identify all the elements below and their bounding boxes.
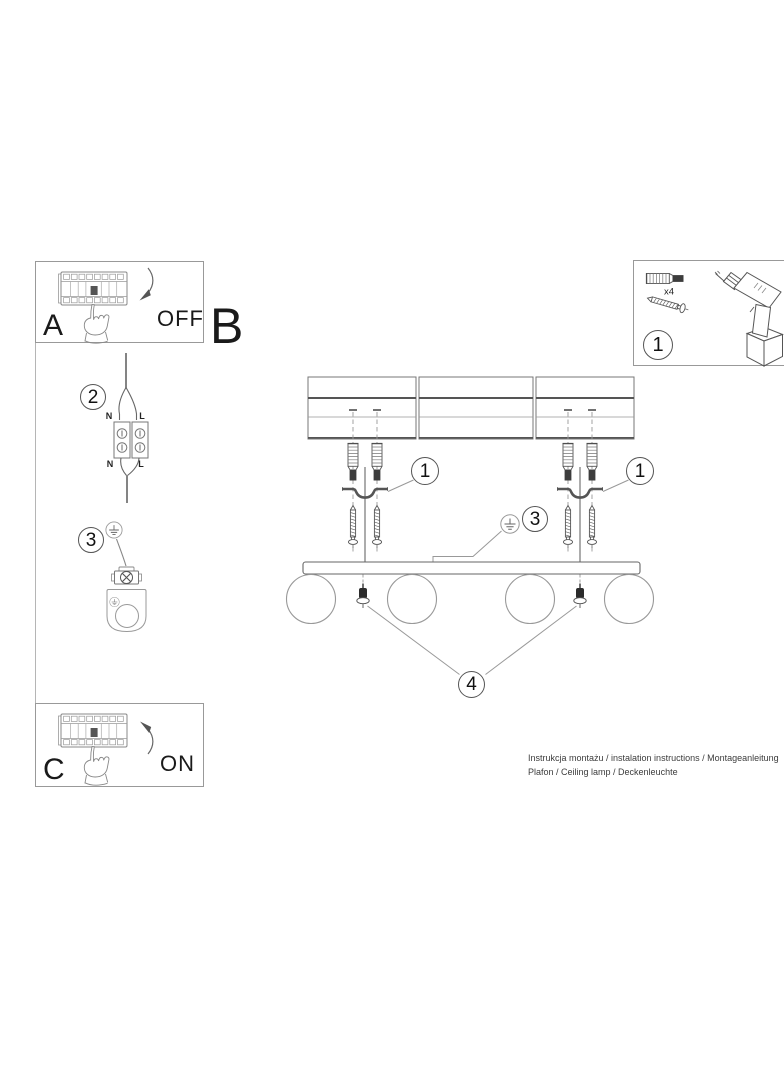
step-a-label: A	[43, 309, 64, 342]
callout-parts-1: 1	[643, 330, 673, 360]
curved-arrow-down-icon	[140, 268, 153, 301]
step-c-panel	[35, 703, 204, 787]
glass-shades	[287, 575, 654, 624]
wire-l-bottom: L	[138, 459, 144, 469]
step-c-label: C	[43, 753, 65, 786]
lamp-bar	[303, 562, 640, 574]
main-assembly-diagram	[280, 370, 690, 705]
drill-icon	[715, 271, 783, 366]
split-wires	[119, 388, 137, 421]
side-column-divider	[35, 343, 36, 703]
joined-wires	[121, 458, 139, 476]
mounting-saddle-icons	[343, 487, 603, 497]
anchor-qty-label: x4	[663, 286, 675, 298]
mounting-bracket-icon	[107, 590, 146, 632]
power-off-label: OFF	[157, 306, 204, 331]
footer-product-line: Plafon / Ceiling lamp / Deckenleuchte	[528, 767, 678, 777]
wire-n-bottom: N	[106, 459, 114, 469]
earth-symbol-icon	[501, 515, 519, 533]
fuse-panel-icon	[59, 272, 128, 343]
step-b-label: B	[210, 298, 244, 354]
curved-arrow-up-icon	[140, 722, 153, 755]
wire-n-top: N	[105, 411, 113, 421]
wall-plug-icon	[647, 273, 684, 284]
wall-plug-icons	[348, 444, 598, 481]
terminal-block-icon	[114, 422, 148, 458]
callout-wiring-2: 2	[80, 384, 106, 410]
callout-ground-3-main: 3	[522, 506, 548, 532]
wire-l-top: L	[139, 411, 145, 421]
power-on-label: ON	[160, 751, 195, 776]
fuse-panel-icon	[59, 714, 128, 785]
ceiling-panels	[308, 377, 634, 439]
ground-clamp-icon	[112, 567, 142, 584]
callout-ground-3-side: 3	[78, 527, 104, 553]
footer-title-line: Instrukcja montażu / instalation instructions / Montageanleitung	[528, 753, 779, 763]
callout-anchor-1-right: 1	[626, 457, 654, 485]
callout-anchor-1-left: 1	[411, 457, 439, 485]
screw-icons	[348, 506, 596, 549]
callout-bulb-4: 4	[458, 671, 485, 698]
earth-symbol-icon	[106, 522, 122, 538]
wiring-diagram	[70, 350, 180, 510]
ground-wire	[117, 539, 127, 566]
step-a-panel	[35, 261, 204, 343]
